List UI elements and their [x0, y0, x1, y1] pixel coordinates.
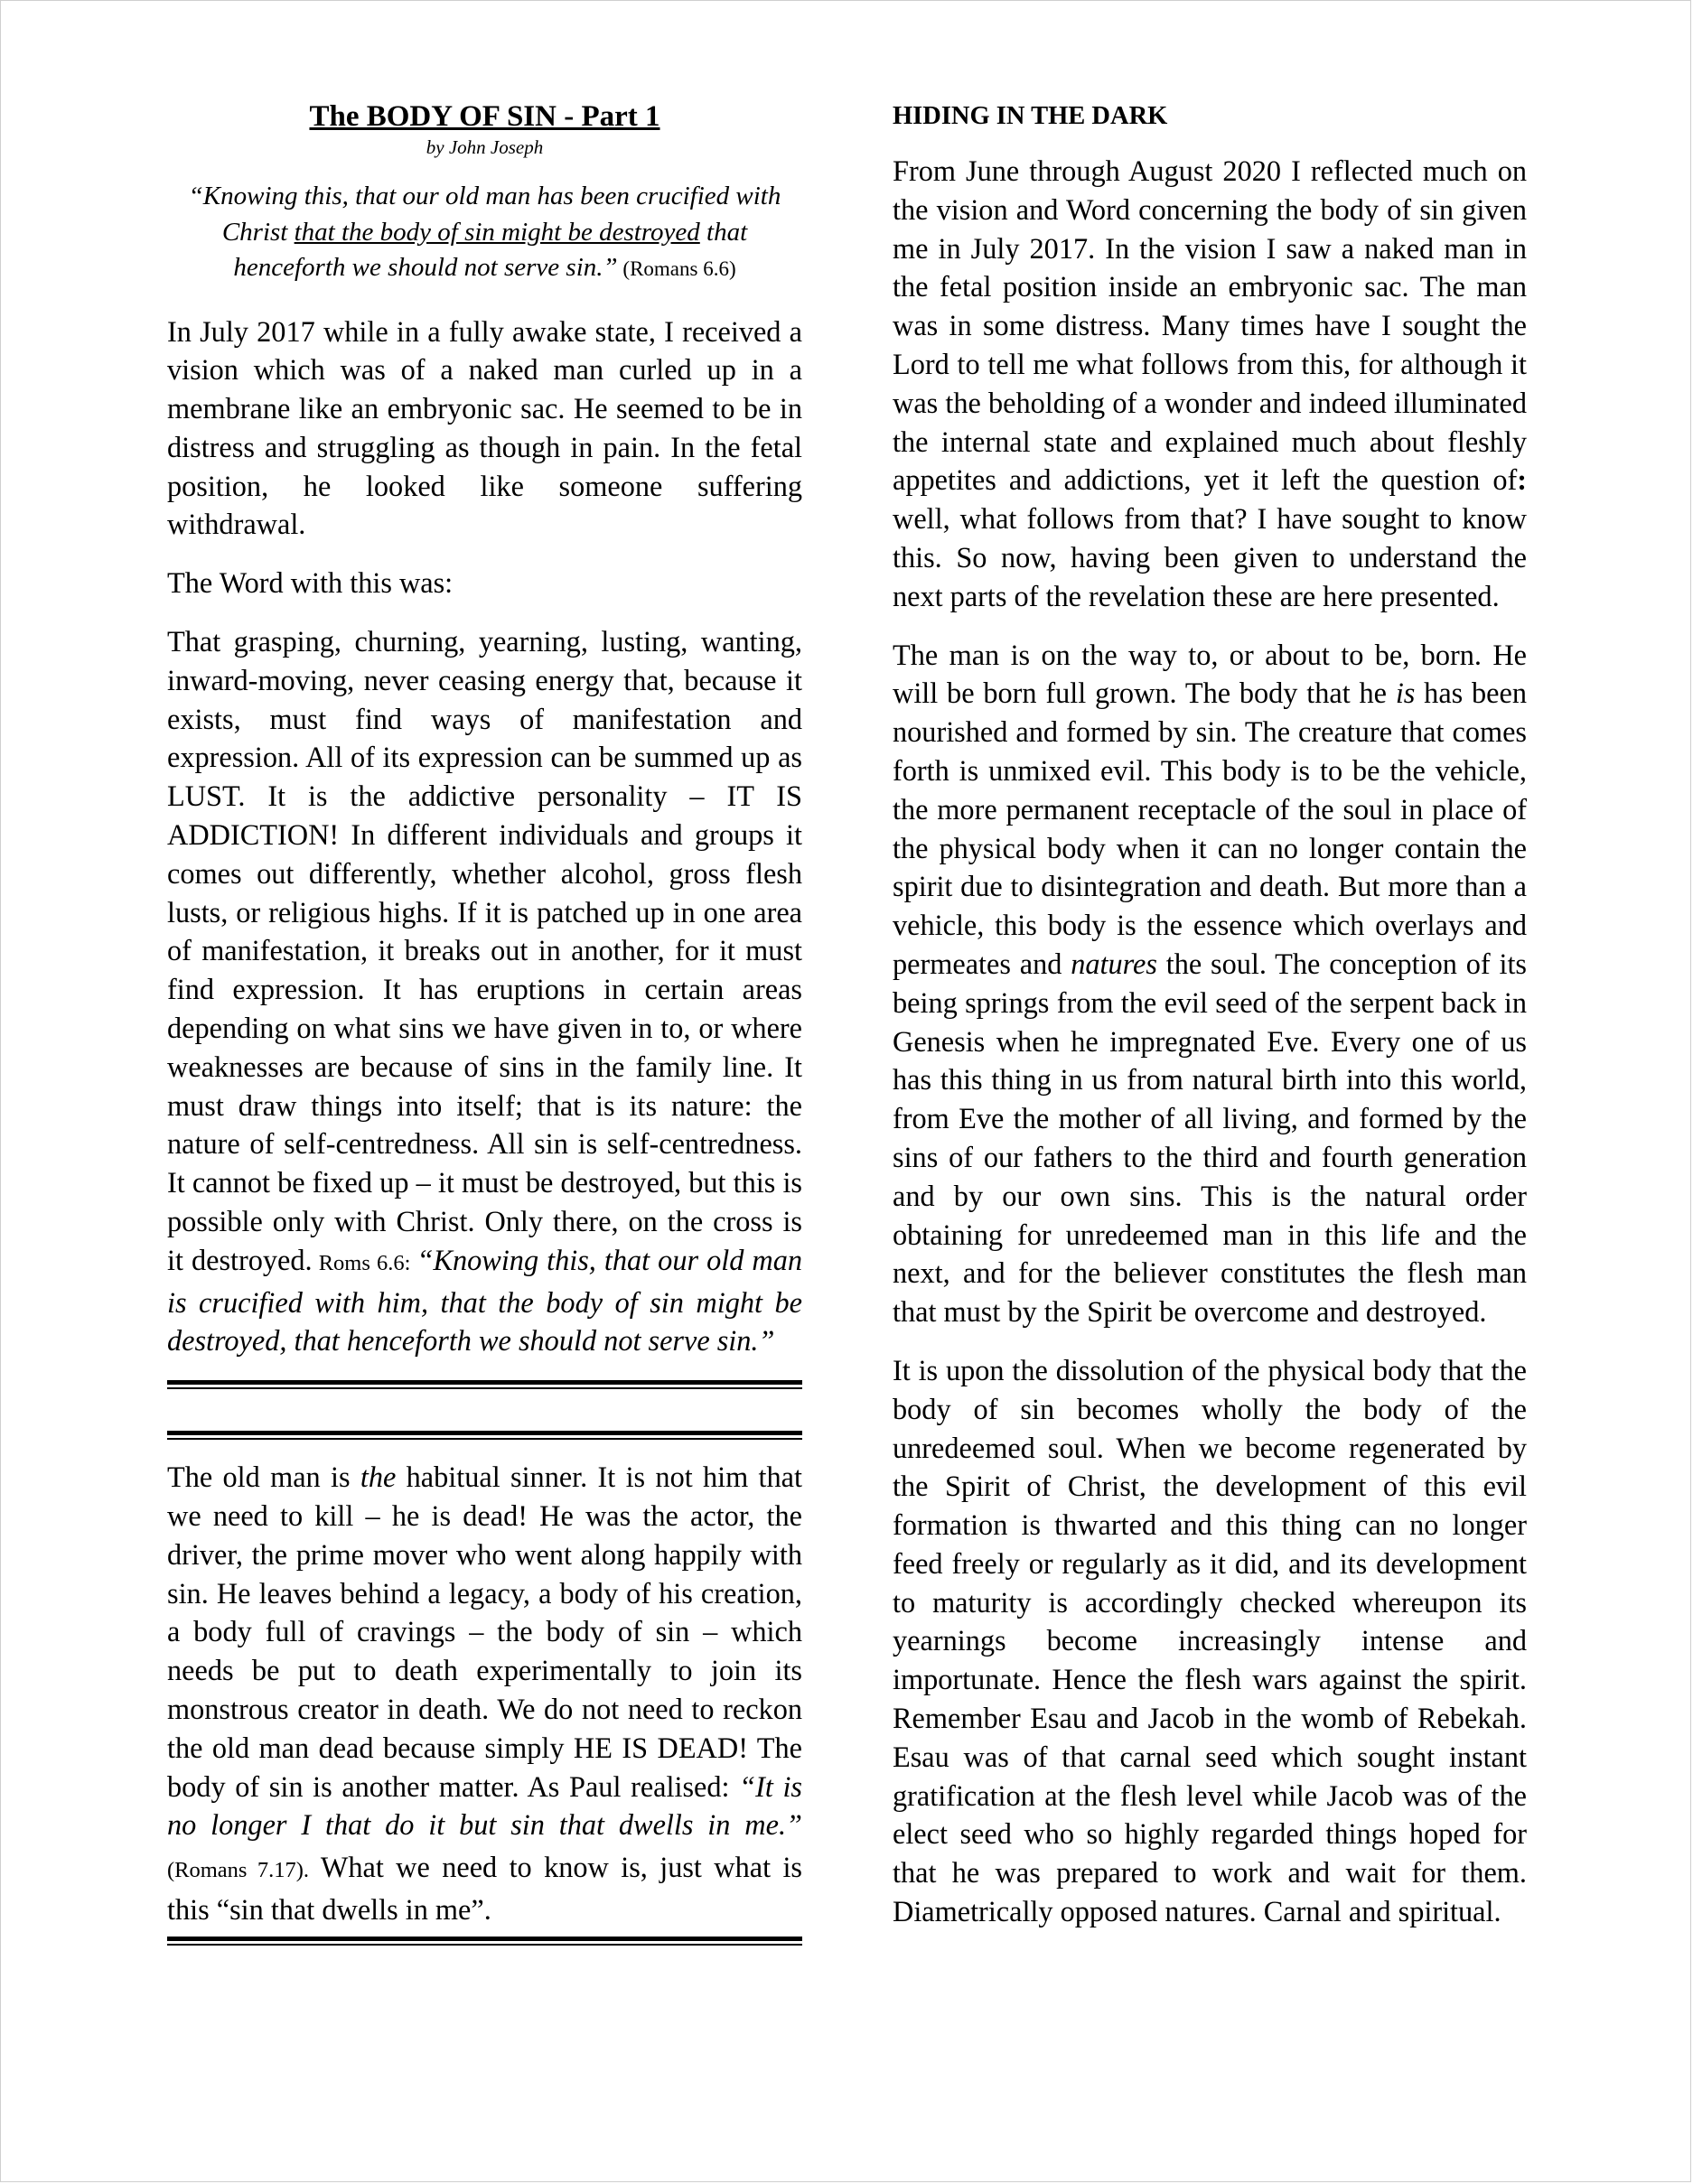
emphasis-natures: natures [1071, 947, 1157, 980]
double-rule [167, 1380, 802, 1389]
old-man-text-c: habitual sinner. It is not him that we need to kill – he is dead! He was the actor, the driver, the prime mover who went along happily with sin. He leaves behind a legacy, a body of his creation, a body full of cravings – the body of sin – which needs be put to death experimentally to join its monstrous creator in death. We do not need to reckon the old man dead because simply HE IS DEAD! The body of sin is another matter. As Paul realised: [167, 1461, 802, 1803]
scripture-quote: “Knowing this, that our old man is crucified with him, that the body of sin might be destroyed, that henceforth we should not serve sin.” [167, 1243, 802, 1358]
section-heading: HIDING IN THE DARK [893, 102, 1168, 130]
article-title: The BODY OF SIN - Part 1 [309, 100, 660, 133]
epigraph-text-end: that henceforth we should not serve sin.” [233, 217, 748, 282]
epigraph-text-start: “Knowing this, that our old man has been crucified with Christ [188, 182, 781, 247]
reflection-text-b: well, what follows from that? I have sought to know this. So now, having been given to understand the next parts of the revelation these are here presented. [893, 502, 1527, 612]
left-column [167, 98, 802, 1946]
paul-quote-reference: (Romans 7.17). [167, 1858, 310, 1883]
epigraph-quote [167, 179, 802, 287]
old-man-text-a: The old man is [167, 1461, 360, 1494]
paragraph-old-man [167, 1458, 802, 1929]
paragraph-word-text: That grasping, churning, yearning, lusting, wanting, inward-moving, never ceasing energy that, because it exists, must find ways of manifestation and expression. All of its expression can be summed up as LUST. It is the addictive personality – IT IS ADDICTION! In different individuals and groups it comes out differently, whether alcohol, gross flesh lusts, or religious highs. If it is patched up in one area of manifestation, it breaks out in another, for it must find expression. It has eruptions in certain areas depending on what sins we have given in to, or where weaknesses are because of sins in the family line. It must draw things into itself; that is its nature: the nature of self-centredness. All sin is self-centredness. It cannot be fixed up – it must be destroyed, but this is possible only with Christ. Only there, on the cross is it destroyed. [167, 625, 802, 1276]
double-rule [167, 1937, 802, 1946]
old-man-text-d: What we need to know is, just what is this “sin that dwells in me”. [167, 1851, 802, 1926]
paragraph-birth [893, 636, 1527, 1331]
double-rule [167, 1431, 802, 1440]
paragraph-word-intro: The Word with this was: [167, 566, 454, 600]
paragraph-reflection [893, 152, 1527, 616]
reflection-text-a: From June through August 2020 I reflected much on the vision and Word concerning the body of sin given me in July 2017. In the vision I saw a naked man in the fetal position inside an embryonic sac. The man was in some distress. Many times have I sought the Lord to tell me what follows from this, for although it was the beholding of a wonder and indeed illuminated the internal state and explained much about fleshly appetites and addictions, yet it left the question of [893, 154, 1527, 497]
paragraph-dissolution: It is upon the dissolution of the physical body that the body of sin becomes wholly the body of the unredeemed soul. When we become regenerated by the Spirit of Christ, the development of this evil formation is thwarted and this thing can no longer feed freely or regularly as it did, and its development to maturity is accordingly checked whereupon its yearnings become increasingly intense and importunate. Hence the flesh wars against the spirit. Remember Esau and Jacob in the womb of Rebekah. Esau was of that carnal seed which sought instant gratification at the flesh level while Jacob was of the elect seed who so highly regarded things hoped for that he was prepared to work and wait for them. Diametrically opposed natures. Carnal and spiritual. [893, 1353, 1527, 1928]
right-column [893, 98, 1527, 1931]
birth-text-b: has been nourished and formed by sin. The creature that comes forth is unmixed evil. This body is to be the vehicle, the more permanent receptacle of the soul in place of the physical body when it can no longer contain the spirit due to disintegration and death. But more than a vehicle, this body is the essence which overlays and permeates and [893, 677, 1527, 980]
byline: by John Joseph [426, 136, 544, 158]
birth-text-c: the soul. The conception of its being springs from the evil seed of the serpent back in Genesis when he impregnated Eve. Every one of us has this thing in us from natural birth into this world, from Eve the mother of all living, and formed by the sins of our fathers to the third and fourth generation and by our own sins. This is the natural order obtaining for unredeemed man in this life and the next, and for the believer constitutes the flesh man that must by the Spirit be overcome and destroyed. [893, 947, 1527, 1329]
paul-quote: “It is no longer I that do it but sin that dwells in me.” [167, 1769, 803, 1842]
old-man-emphasis: the [360, 1461, 397, 1494]
birth-text-a: The man is on the way to, or about to be, born. He will be born full grown. The body that he [893, 638, 1527, 710]
emphasis-is: is [1395, 677, 1416, 710]
bold-colon: : [1517, 463, 1527, 497]
scripture-reference: Roms 6.6: [312, 1250, 417, 1275]
paragraph-vision: In July 2017 while in a fully awake state, I received a vision which was of a naked man curled up in a membrane like an embryonic sac. He seemed to be in distress and struggling as though in pain. In the fetal position, he looked like someone suffering withdrawal. [167, 314, 802, 541]
epigraph-reference: (Romans 6.6) [617, 257, 736, 280]
epigraph-underlined: that the body of sin might be destroyed [294, 217, 700, 247]
paragraph-word [167, 622, 802, 1360]
